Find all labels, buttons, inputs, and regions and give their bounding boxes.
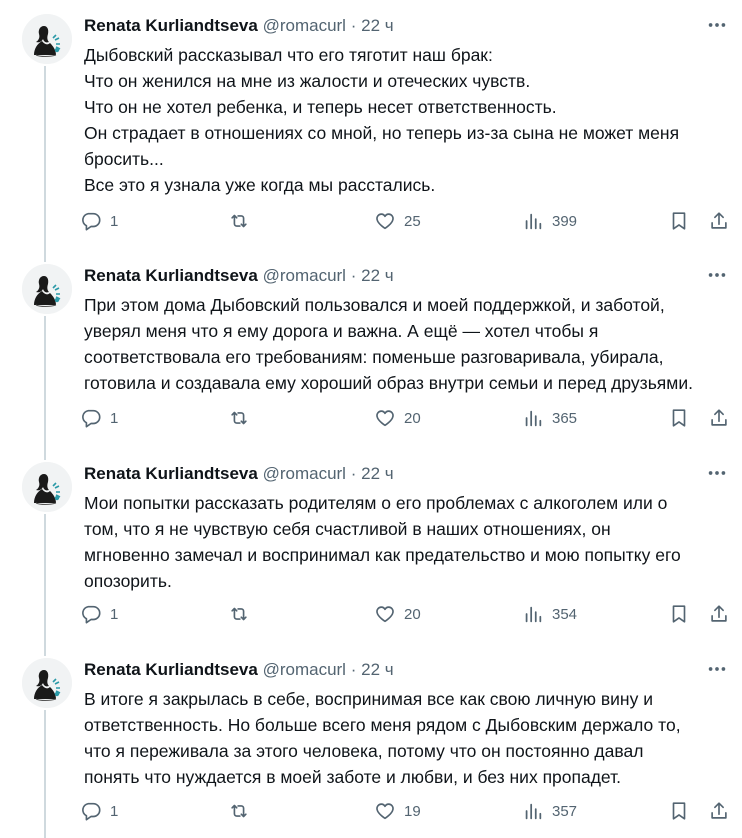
more-icon: [706, 264, 728, 286]
action-bar: [80, 404, 732, 432]
author-handle[interactable]: @romacurl: [262, 464, 346, 483]
share-icon: [708, 407, 730, 429]
share-button[interactable]: [708, 207, 730, 235]
tweet-text-line: мгновенно замечал и воспринимал как предательство и мою попытку его: [84, 545, 681, 565]
like-count: 20: [404, 409, 421, 427]
tweet-text-line: Он страдает в отношениях со мной, но теперь из-за сына не может меня: [84, 123, 680, 143]
tweet-text: [84, 686, 726, 790]
tweet-header: [84, 264, 726, 288]
bookmark-button[interactable]: [668, 797, 690, 825]
more-icon: [706, 658, 728, 680]
retweet-icon: [228, 603, 250, 625]
tweet-text-line: соответствовала его требованиям: поменьше разговаривала, убирала,: [84, 347, 664, 367]
reply-count: 1: [110, 802, 119, 820]
views-icon: [522, 800, 544, 822]
tweet-text-line: уверял меня что я ему дорога и важна. А ещё — хотел чтобы я: [84, 321, 599, 341]
avatar[interactable]: [22, 264, 72, 314]
like-button[interactable]: [374, 207, 421, 235]
views-button[interactable]: [522, 797, 577, 825]
tweet-text-line: что я переживала за этого человека, потому что он постоянно давал: [84, 741, 644, 761]
heart-icon: [374, 603, 396, 625]
author-name[interactable]: Renata Kurliandtseva: [84, 266, 258, 285]
share-icon: [708, 800, 730, 822]
views-icon: [522, 407, 544, 429]
bookmark-button[interactable]: [668, 404, 690, 432]
avatar[interactable]: [22, 462, 72, 512]
reply-icon: [80, 800, 102, 822]
thread-line: [44, 66, 46, 250]
reply-button[interactable]: [80, 207, 118, 235]
share-icon: [708, 603, 730, 625]
retweet-button[interactable]: [228, 404, 258, 432]
like-button[interactable]: [374, 797, 421, 825]
like-button[interactable]: [374, 404, 421, 432]
views-count: 357: [552, 802, 578, 820]
views-count: 365: [552, 409, 578, 427]
retweet-icon: [228, 407, 250, 429]
tweet-text-line: том, что я не чувствую себя счастливой в наших отношениях, он: [84, 519, 611, 539]
share-button[interactable]: [708, 600, 730, 628]
tweet-header: [84, 658, 726, 682]
avatar[interactable]: [22, 658, 72, 708]
tweet-text-line: Что он не хотел ребенка, и теперь несет ответственность.: [84, 97, 557, 117]
retweet-button[interactable]: [228, 600, 258, 628]
thread-line: [44, 316, 46, 448]
reply-icon: [80, 407, 102, 429]
more-button[interactable]: [704, 460, 730, 486]
tweet-text-line: бросить...: [84, 149, 164, 169]
tweet-text: [84, 490, 726, 594]
author-name[interactable]: Renata Kurliandtseva: [84, 660, 258, 679]
share-icon: [708, 210, 730, 232]
tweet-text-line: Что он женился на мне из жалости и отеческих чувств.: [84, 71, 531, 91]
tweet[interactable]: [0, 644, 742, 838]
reply-count: 1: [110, 212, 119, 230]
views-icon: [522, 603, 544, 625]
tweet-text-line: Все это я узнала уже когда мы расстались.: [84, 175, 436, 195]
share-button[interactable]: [708, 404, 730, 432]
bookmark-icon: [668, 210, 690, 232]
bookmark-icon: [668, 603, 690, 625]
tweet-text-line: Дыбовский рассказывал что его тяготит наш брак:: [84, 45, 493, 65]
reply-count: 1: [110, 409, 119, 427]
views-button[interactable]: [522, 600, 577, 628]
more-button[interactable]: [704, 656, 730, 682]
views-button[interactable]: [522, 207, 577, 235]
tweet[interactable]: [0, 0, 742, 250]
reply-button[interactable]: [80, 404, 118, 432]
tweet[interactable]: [0, 448, 742, 644]
timestamp[interactable]: 22 ч: [361, 266, 394, 285]
reply-icon: [80, 210, 102, 232]
author-name[interactable]: Renata Kurliandtseva: [84, 464, 258, 483]
tweet-text-line: ответственность. Но больше всего меня рядом с Дыбовским держало то,: [84, 715, 681, 735]
tweet[interactable]: [0, 250, 742, 448]
action-bar: [80, 207, 732, 235]
bookmark-button[interactable]: [668, 207, 690, 235]
separator: ·: [350, 464, 357, 483]
thread-line: [44, 710, 46, 838]
reply-button[interactable]: [80, 797, 118, 825]
timestamp[interactable]: 22 ч: [361, 464, 394, 483]
like-button[interactable]: [374, 600, 421, 628]
thread-line: [44, 644, 46, 656]
tweet-text-line: готовила и создавала ему хороший образ внутри семьи и перед друзьями.: [84, 373, 693, 393]
action-bar: [80, 797, 732, 825]
tweet-text-line: понять что нуждается в моей заботе и любви, и без них пропадет.: [84, 767, 622, 787]
thread-line: [44, 448, 46, 460]
retweet-button[interactable]: [228, 207, 258, 235]
avatar[interactable]: [22, 14, 72, 64]
retweet-icon: [228, 800, 250, 822]
more-icon: [706, 14, 728, 36]
tweet-text: [84, 292, 726, 396]
like-count: 25: [404, 212, 421, 230]
tweet-text-line: При этом дома Дыбовский пользовался и моей поддержкой, и заботой,: [84, 295, 665, 315]
heart-icon: [374, 800, 396, 822]
views-count: 399: [552, 212, 578, 230]
views-icon: [522, 210, 544, 232]
more-button[interactable]: [704, 12, 730, 38]
separator: ·: [350, 266, 357, 285]
retweet-button[interactable]: [228, 797, 258, 825]
like-count: 19: [404, 802, 421, 820]
heart-icon: [374, 407, 396, 429]
bookmark-icon: [668, 800, 690, 822]
timestamp[interactable]: 22 ч: [361, 16, 394, 35]
reply-count: 1: [110, 605, 119, 623]
tweet-text-line: опозорить.: [84, 571, 172, 591]
retweet-icon: [228, 210, 250, 232]
tweet-text: [84, 42, 726, 198]
tweet-header: [84, 14, 726, 38]
author-handle[interactable]: @romacurl: [262, 660, 346, 679]
bookmark-button[interactable]: [668, 600, 690, 628]
author-handle[interactable]: @romacurl: [262, 16, 346, 35]
tweet-header: [84, 462, 726, 486]
reply-button[interactable]: [80, 600, 118, 628]
like-count: 20: [404, 605, 421, 623]
views-count: 354: [552, 605, 578, 623]
action-bar: [80, 600, 732, 628]
views-button[interactable]: [522, 404, 577, 432]
separator: ·: [350, 16, 357, 35]
heart-icon: [374, 210, 396, 232]
more-button[interactable]: [704, 262, 730, 288]
author-name[interactable]: Renata Kurliandtseva: [84, 16, 258, 35]
bookmark-icon: [668, 407, 690, 429]
author-handle[interactable]: @romacurl: [262, 266, 346, 285]
share-button[interactable]: [708, 797, 730, 825]
timestamp[interactable]: 22 ч: [361, 660, 394, 679]
tweet-text-line: Мои попытки рассказать родителям о его проблемах с алкоголем или о: [84, 493, 668, 513]
tweet-text-line: В итоге я закрылась в себе, воспринимая все как свою личную вину и: [84, 689, 653, 709]
more-icon: [706, 462, 728, 484]
reply-icon: [80, 603, 102, 625]
thread-line: [44, 514, 46, 644]
thread-line: [44, 250, 46, 262]
separator: ·: [350, 660, 357, 679]
